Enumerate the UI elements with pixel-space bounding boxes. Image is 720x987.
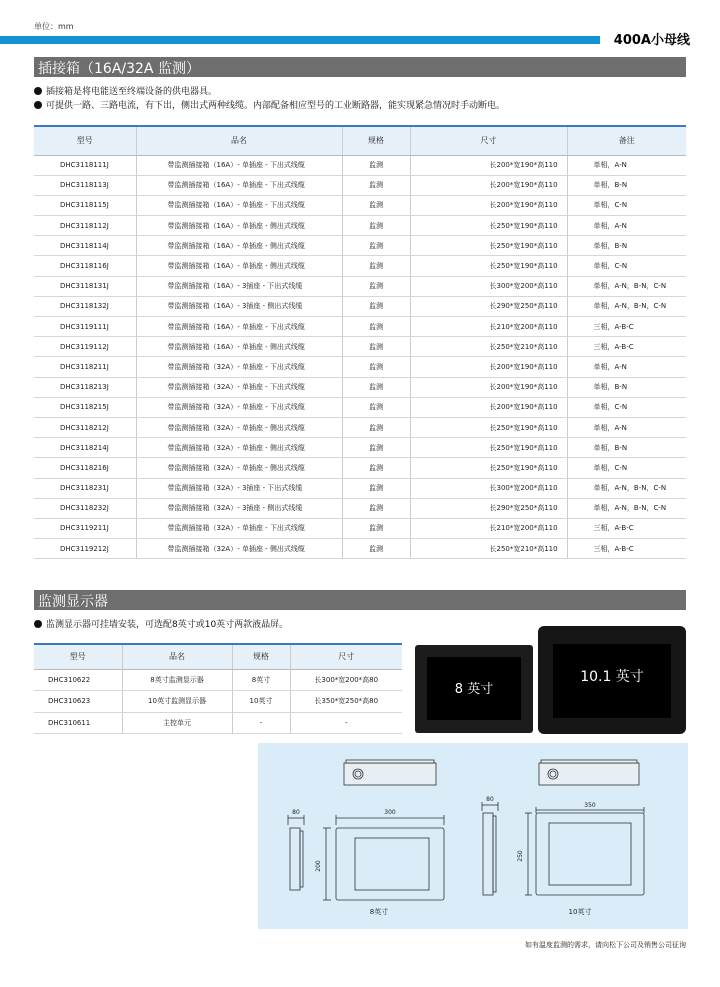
table-cell: DHC3118113J bbox=[34, 175, 136, 195]
bullet-1 bbox=[34, 84, 217, 97]
bullet-dot-icon bbox=[34, 87, 42, 95]
table-row bbox=[34, 175, 686, 195]
table-row bbox=[34, 337, 686, 357]
table-cell: 单相，A-N bbox=[567, 216, 686, 236]
table-cell: - bbox=[232, 712, 290, 734]
table-cell: DHC3118213J bbox=[34, 377, 136, 397]
right-height-dim: 250 bbox=[517, 850, 524, 862]
table-cell: 10英寸监测显示器 bbox=[122, 691, 232, 713]
table-cell: 带监测插接箱（16A）- 单插座 - 侧出式线缆 bbox=[136, 256, 342, 276]
table-cell: 监测 bbox=[342, 236, 410, 256]
table-cell: 监测 bbox=[342, 498, 410, 518]
table-cell: 带监测插接箱（16A）- 单插座 - 侧出式线缆 bbox=[136, 216, 342, 236]
table-cell: 长250*宽190*高110 bbox=[410, 216, 567, 236]
table-row bbox=[34, 155, 686, 175]
column-header: 品名 bbox=[122, 644, 232, 669]
table-cell: 单相，C-N bbox=[567, 256, 686, 276]
column-header: 尺寸 bbox=[410, 126, 567, 155]
right-depth-dim: 80 bbox=[486, 796, 494, 803]
table-cell: 长200*宽190*高110 bbox=[410, 155, 567, 175]
table-cell: 带监测插接箱（32A）- 单插座 - 下出式线缆 bbox=[136, 357, 342, 377]
table-cell: 单相，B-N bbox=[567, 438, 686, 458]
table-cell: DHC3118132J bbox=[34, 296, 136, 316]
monitor-10-label: 10.1 英寸 bbox=[580, 669, 644, 685]
left-height-dim: 200 bbox=[315, 860, 322, 872]
bullet-dot-icon bbox=[34, 620, 42, 628]
table-cell: 单相，A-N bbox=[567, 417, 686, 437]
table-cell: 监测 bbox=[342, 438, 410, 458]
table-row bbox=[34, 498, 686, 518]
table-cell: 长300*宽200*高110 bbox=[410, 276, 567, 296]
table-cell: 长210*宽200*高110 bbox=[410, 518, 567, 538]
table-row bbox=[34, 236, 686, 256]
table-cell: 监测 bbox=[342, 256, 410, 276]
table-cell: DHC310623 bbox=[34, 691, 122, 713]
table-cell: 长290*宽250*高110 bbox=[410, 498, 567, 518]
table-cell: 主控单元 bbox=[122, 712, 232, 734]
table-cell: 三相，A-B-C bbox=[567, 539, 686, 559]
bullet-dot-icon bbox=[34, 101, 42, 109]
table-cell: 三相，A-B-C bbox=[567, 317, 686, 337]
column-header: 规格 bbox=[342, 126, 410, 155]
column-header: 备注 bbox=[567, 126, 686, 155]
table-cell: 8英寸 bbox=[232, 669, 290, 691]
table-row bbox=[34, 539, 686, 559]
column-header: 规格 bbox=[232, 644, 290, 669]
table-row bbox=[34, 478, 686, 498]
table-cell: 带监测插接箱（32A）- 单插座 - 侧出式线缆 bbox=[136, 539, 342, 559]
table-cell: 单相，B-N bbox=[567, 236, 686, 256]
table-cell: 带监测插接箱（16A）- 单插座 - 下出式线缆 bbox=[136, 195, 342, 215]
right-width-dim: 350 bbox=[584, 802, 596, 809]
table-cell: 监测 bbox=[342, 377, 410, 397]
table-cell: 带监测插接箱（32A）- 单插座 - 下出式线缆 bbox=[136, 377, 342, 397]
table-row bbox=[34, 276, 686, 296]
table-cell: 三相，A-B-C bbox=[567, 518, 686, 538]
table-row bbox=[34, 518, 686, 538]
table-cell: 单相，C-N bbox=[567, 458, 686, 478]
table-row bbox=[34, 317, 686, 337]
table-cell: 监测 bbox=[342, 216, 410, 236]
column-header: 型号 bbox=[34, 126, 136, 155]
table-cell: DHC3118214J bbox=[34, 438, 136, 458]
table-cell: 单相，B-N bbox=[567, 377, 686, 397]
table-cell: 带监测插接箱（16A）- 单插座 - 下出式线缆 bbox=[136, 317, 342, 337]
table-cell: DHC310611 bbox=[34, 712, 122, 734]
table-cell: 带监测插接箱（32A）- 单插座 - 侧出式线缆 bbox=[136, 438, 342, 458]
monitor-10-inch-image bbox=[538, 626, 686, 734]
table-cell: 长200*宽190*高110 bbox=[410, 195, 567, 215]
table-cell: DHC3119211J bbox=[34, 518, 136, 538]
table-cell: 监测 bbox=[342, 458, 410, 478]
table-cell: 带监测插接箱（32A）- 单插座 - 下出式线缆 bbox=[136, 397, 342, 417]
table-cell: 单相，A-N bbox=[567, 155, 686, 175]
table-cell: DHC3119112J bbox=[34, 337, 136, 357]
header-blue-stripe bbox=[0, 36, 600, 44]
table-cell: 长290*宽250*高110 bbox=[410, 296, 567, 316]
table-cell: 监测 bbox=[342, 539, 410, 559]
table-cell: DHC3118216J bbox=[34, 458, 136, 478]
right-drawing-caption: 10英寸 bbox=[568, 908, 592, 916]
section-title-1: 插接箱（16A/32A 监测） bbox=[38, 61, 200, 77]
page-title: 400A小母线 bbox=[613, 33, 690, 48]
bullet-text: 插接箱是将电能送至终端设备的供电器具。 bbox=[46, 87, 218, 97]
table-row bbox=[34, 669, 402, 691]
table-cell: 监测 bbox=[342, 175, 410, 195]
left-depth-dim: 80 bbox=[292, 809, 300, 816]
table-header-row bbox=[34, 126, 686, 155]
table-cell: 带监测插接箱（16A）- 单插座 - 侧出式线缆 bbox=[136, 337, 342, 357]
table-cell: DHC3118131J bbox=[34, 276, 136, 296]
table-cell: DHC3118114J bbox=[34, 236, 136, 256]
table-cell: 监测 bbox=[342, 317, 410, 337]
header-bar bbox=[0, 33, 720, 47]
table-cell: DHC3118112J bbox=[34, 216, 136, 236]
column-header: 型号 bbox=[34, 644, 122, 669]
table-cell: 单相，B-N bbox=[567, 175, 686, 195]
table-row bbox=[34, 712, 402, 734]
table-cell: 单相，A-N，B-N，C-N bbox=[567, 276, 686, 296]
table-cell: 长250*宽190*高110 bbox=[410, 417, 567, 437]
dimension-drawing-svg bbox=[258, 743, 688, 929]
table-cell: DHC3118211J bbox=[34, 357, 136, 377]
table-cell: DHC3118116J bbox=[34, 256, 136, 276]
table-cell: DHC3119212J bbox=[34, 539, 136, 559]
table-cell: 单相，A-N，B-N，C-N bbox=[567, 478, 686, 498]
table-row bbox=[34, 296, 686, 316]
table-row bbox=[34, 458, 686, 478]
table-cell: 单相，C-N bbox=[567, 195, 686, 215]
table-cell: 单相，A-N bbox=[567, 357, 686, 377]
table-cell: 带监测插接箱（16A）- 单插座 - 下出式线缆 bbox=[136, 175, 342, 195]
table-cell: 监测 bbox=[342, 397, 410, 417]
table-cell: DHC310622 bbox=[34, 669, 122, 691]
table-cell: 带监测插接箱（16A）- 3插座 - 侧出式线缆 bbox=[136, 296, 342, 316]
bullet-text: 可提供一路、三路电流，有下出，侧出式两种线缆。内部配备相应型号的工业断路器，能实现紧急情况时手动断电。 bbox=[46, 101, 506, 111]
footnote: 如有温度监测的需求，请向松下公司及销售公司征询 bbox=[525, 941, 686, 949]
table-cell: 长200*宽190*高110 bbox=[410, 397, 567, 417]
table-row bbox=[34, 438, 686, 458]
table-cell: 长250*宽210*高110 bbox=[410, 539, 567, 559]
bullet-2 bbox=[34, 98, 505, 111]
left-drawing-caption: 8英寸 bbox=[369, 908, 389, 916]
table-cell: 监测 bbox=[342, 337, 410, 357]
table-cell: 10英寸 bbox=[232, 691, 290, 713]
table-cell: 带监测插接箱（16A）- 3插座 - 下出式线缆 bbox=[136, 276, 342, 296]
table-cell: 监测 bbox=[342, 276, 410, 296]
table-cell: - bbox=[290, 712, 402, 734]
table-cell: 三相，A-B-C bbox=[567, 337, 686, 357]
table-cell: 长250*宽190*高110 bbox=[410, 458, 567, 478]
table-cell: 单相，C-N bbox=[567, 397, 686, 417]
monitor-8-inch-image bbox=[415, 645, 533, 733]
table-cell: 带监测插接箱（16A）- 单插座 - 下出式线缆 bbox=[136, 155, 342, 175]
table-cell: 监测 bbox=[342, 296, 410, 316]
section-title-2: 监测显示器 bbox=[38, 594, 108, 610]
table-cell: 长350*宽250*高80 bbox=[290, 691, 402, 713]
table-cell: 长200*宽190*高110 bbox=[410, 357, 567, 377]
table-cell: 长210*宽200*高110 bbox=[410, 317, 567, 337]
left-width-dim: 300 bbox=[384, 809, 396, 816]
table-cell: 长200*宽190*高110 bbox=[410, 175, 567, 195]
table-row bbox=[34, 256, 686, 276]
table-cell: 长200*宽190*高110 bbox=[410, 377, 567, 397]
table-cell: 带监测插接箱（32A）- 单插座 - 侧出式线缆 bbox=[136, 417, 342, 437]
table-header-row bbox=[34, 644, 402, 669]
bullet-text: 监测显示器可挂墙安装，可选配8英寸或10英寸两款液晶屏。 bbox=[46, 620, 289, 630]
table-cell: DHC3118231J bbox=[34, 478, 136, 498]
section-title-bar-1 bbox=[34, 57, 686, 77]
display-table bbox=[34, 643, 402, 734]
table-cell: DHC3119111J bbox=[34, 317, 136, 337]
table-cell: 带监测插接箱（32A）- 单插座 - 侧出式线缆 bbox=[136, 458, 342, 478]
table-cell: DHC3118115J bbox=[34, 195, 136, 215]
table-cell: 长300*宽200*高80 bbox=[290, 669, 402, 691]
table-cell: DHC3118215J bbox=[34, 397, 136, 417]
table-cell: 监测 bbox=[342, 478, 410, 498]
column-header: 尺寸 bbox=[290, 644, 402, 669]
monitor-8-label: 8 英寸 bbox=[454, 682, 494, 697]
socket-box-table bbox=[34, 125, 686, 559]
table-cell: 长300*宽200*高110 bbox=[410, 478, 567, 498]
table-cell: 监测 bbox=[342, 417, 410, 437]
table-row bbox=[34, 397, 686, 417]
table-cell: 带监测插接箱（32A）- 3插座 - 侧出式线缆 bbox=[136, 498, 342, 518]
table-cell: 监测 bbox=[342, 518, 410, 538]
table-cell: 带监测插接箱（32A）- 3插座 - 下出式线缆 bbox=[136, 478, 342, 498]
bullet-3 bbox=[34, 617, 288, 630]
table-cell: 8英寸监测显示器 bbox=[122, 669, 232, 691]
section-title-bar-2 bbox=[34, 590, 686, 610]
table-cell: 监测 bbox=[342, 195, 410, 215]
table-cell: 单相，A-N，B-N，C-N bbox=[567, 296, 686, 316]
table-cell: 监测 bbox=[342, 155, 410, 175]
dimension-drawing-panel bbox=[258, 743, 688, 929]
table-cell: 长250*宽190*高110 bbox=[410, 256, 567, 276]
table-cell: DHC3118212J bbox=[34, 417, 136, 437]
table-row bbox=[34, 691, 402, 713]
table-row bbox=[34, 357, 686, 377]
unit-label: 单位：mm bbox=[34, 22, 74, 31]
table-row bbox=[34, 195, 686, 215]
column-header: 品名 bbox=[136, 126, 342, 155]
table-cell: 长250*宽190*高110 bbox=[410, 236, 567, 256]
table-row bbox=[34, 377, 686, 397]
table-cell: 监测 bbox=[342, 357, 410, 377]
table-cell: 带监测插接箱（32A）- 单插座 - 下出式线缆 bbox=[136, 518, 342, 538]
table-row bbox=[34, 216, 686, 236]
table-cell: DHC3118111J bbox=[34, 155, 136, 175]
table-cell: 单相，A-N，B-N，C-N bbox=[567, 498, 686, 518]
table-row bbox=[34, 417, 686, 437]
table-cell: 长250*宽210*高110 bbox=[410, 337, 567, 357]
table-cell: DHC3118232J bbox=[34, 498, 136, 518]
table-cell: 带监测插接箱（16A）- 单插座 - 侧出式线缆 bbox=[136, 236, 342, 256]
table-cell: 长250*宽190*高110 bbox=[410, 438, 567, 458]
